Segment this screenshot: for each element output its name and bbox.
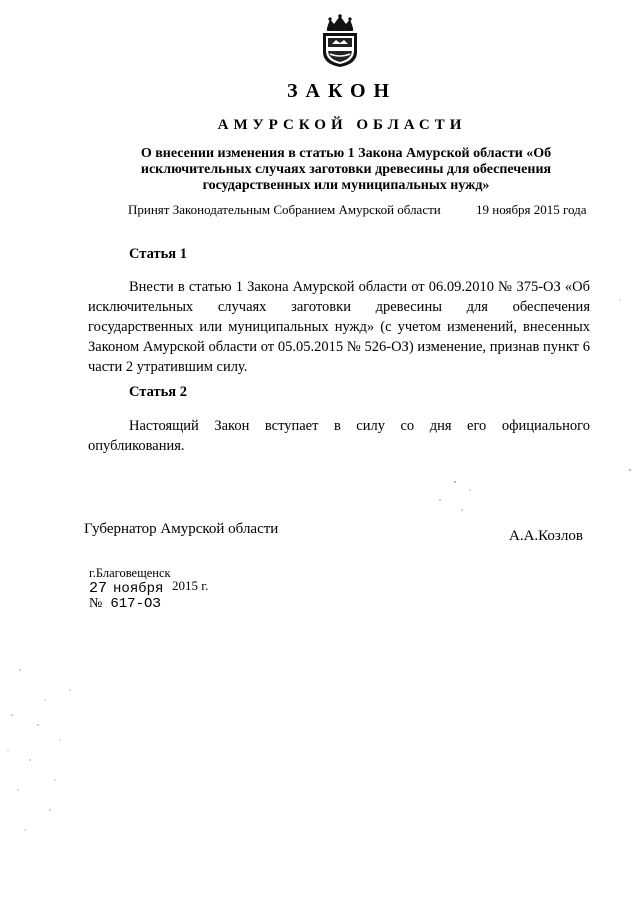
number-value: 617-ОЗ [110,596,161,612]
document-subtitle: АМУРСКОЙ ОБЛАСТИ [217,117,467,133]
signing-date [89,578,209,597]
signing-month: ноября [113,581,164,597]
adopted-by: Принят Законодательным Собранием Амурской области [128,202,441,217]
article-1-heading: Статья 1 [129,246,187,262]
document-title: ЗАКОН [286,80,398,102]
article-1-text: Внести в статью 1 Закона Амурской области от 06.09.2010 № 375-ОЗ «Об исключительных случаях заготовки древесины для обеспечения государственных или муниципальных нужд» (с учетом изменений, внесенных Законом Амурской области от 05.05.2015 № 526-ОЗ) изменение, признав пункт 6 части 2 утратившим силу. [88,279,590,375]
law-name: О внесении изменения в статью 1 Закона Амурской области «Об исключительных случаях заготовки древесины для обеспечения государственных или муниципальных нужд» [140,146,552,193]
article-2-text: Настоящий Закон вступает в силу со дня его официального опубликования. [88,418,590,454]
signatory-position: Губернатор Амурской области [84,521,279,537]
number-sign: № [89,596,103,611]
signing-year: 2015 г. [172,578,209,593]
coat-of-arms-icon [318,14,362,68]
adopted-date: 19 ноября 2015 года [476,202,587,217]
signing-city: г.Благовещенск [89,566,171,580]
signing-day: 27 [89,580,108,597]
signatory-name: А.А.Козлов [509,528,583,544]
law-number [89,596,161,612]
article-2-heading: Статья 2 [129,384,187,400]
